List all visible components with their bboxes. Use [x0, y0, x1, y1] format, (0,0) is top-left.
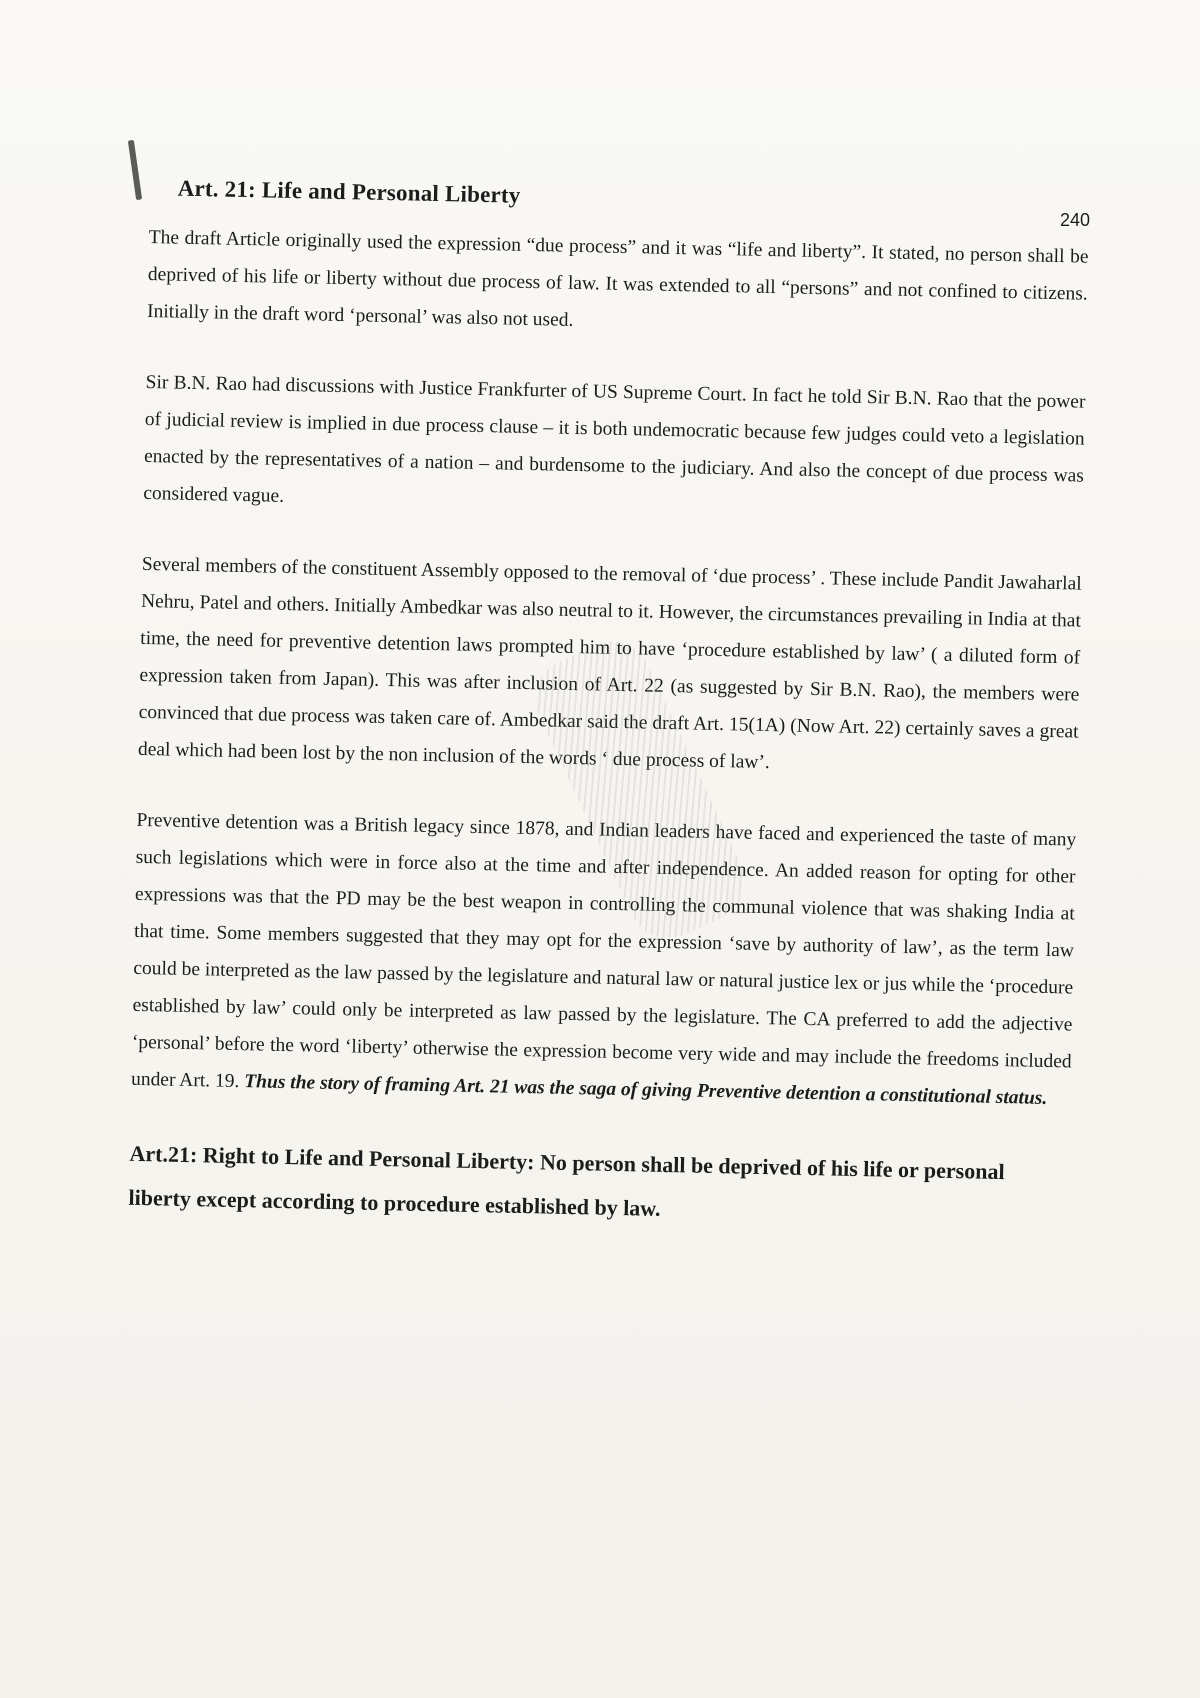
conclusion-emphasis: Thus the story of framing Art. 21 was the saga of giving Preventive detention a constitutional status.: [244, 1071, 1048, 1109]
article-21-definition: Art.21: Right to Life and Personal Liberty: No person shall be deprived of his life or personal liberty except according to procedure established by law.: [128, 1140, 1005, 1221]
scan-margin-mark: [128, 140, 142, 200]
paragraph-draft-article: The draft Article originally used the expression “due process” and it was “life and liberty”. It stated, no person shall be deprived of his life or liberty without due process of law. It was extended to all “persons” and not confined to citizens. Initially in the draft word ‘personal’ was also not used.: [146, 226, 1089, 331]
paragraph-constituent-assembly: Several members of the constituent Assembly opposed to the removal of ‘due process’ . These include Pandit Jawaharlal Nehru, Patel and others. Initially Ambedkar was also neutral to it. However, the circumstances prevailing in India at that time, the need for preventive detention laws prompted him to have ‘procedure established by law’ ( a diluted form of expression taken from Japan). This was after inclusion of Art. 22 (as suggested by Sir B.N. Rao), the members were convinced that due process was taken care of. Ambedkar said the draft Art. 15(1A) (Now Art. 22) certainly saves a great deal which had been lost by the non inclusion of the words ‘ due process of law’.: [137, 553, 1082, 774]
preventive-detention-text: Preventive detention was a British legacy since 1878, and Indian leaders have faced and experienced the taste of many such legislations which were in force also at the time and after independence. An added reason for opting for other expressions was that the PD may be the best weapon in controlling the communal violence that was shaking India at that time. Some members suggested that they may opt for the expression ‘save by authority of law’, as the term law could be interpreted as the law passed by the legislature and natural law or natural justice lex or jus while the ‘procedure established by law’ could only be interpreted as law passed by the legislature. The CA preferred to add the adjective ‘personal’ before the word ‘liberty’ otherwise the expression become very wide and may include the freedoms included under Art. 19.: [130, 809, 1077, 1093]
page-number: 240: [1059, 210, 1090, 230]
section-heading: Art. 21: Life and Personal Liberty: [177, 175, 521, 208]
paragraph-bn-rao: Sir B.N. Rao had discussions with Justice Frankfurter of US Supreme Court. In fact he told Sir B.N. Rao that the power of judicial review is implied in due process clause – it is both undemocratic because few judges could veto a legislation enacted by the representatives of a nation – and burdensome to the judiciary. And also the concept of due process was considered vague.: [143, 371, 1086, 507]
